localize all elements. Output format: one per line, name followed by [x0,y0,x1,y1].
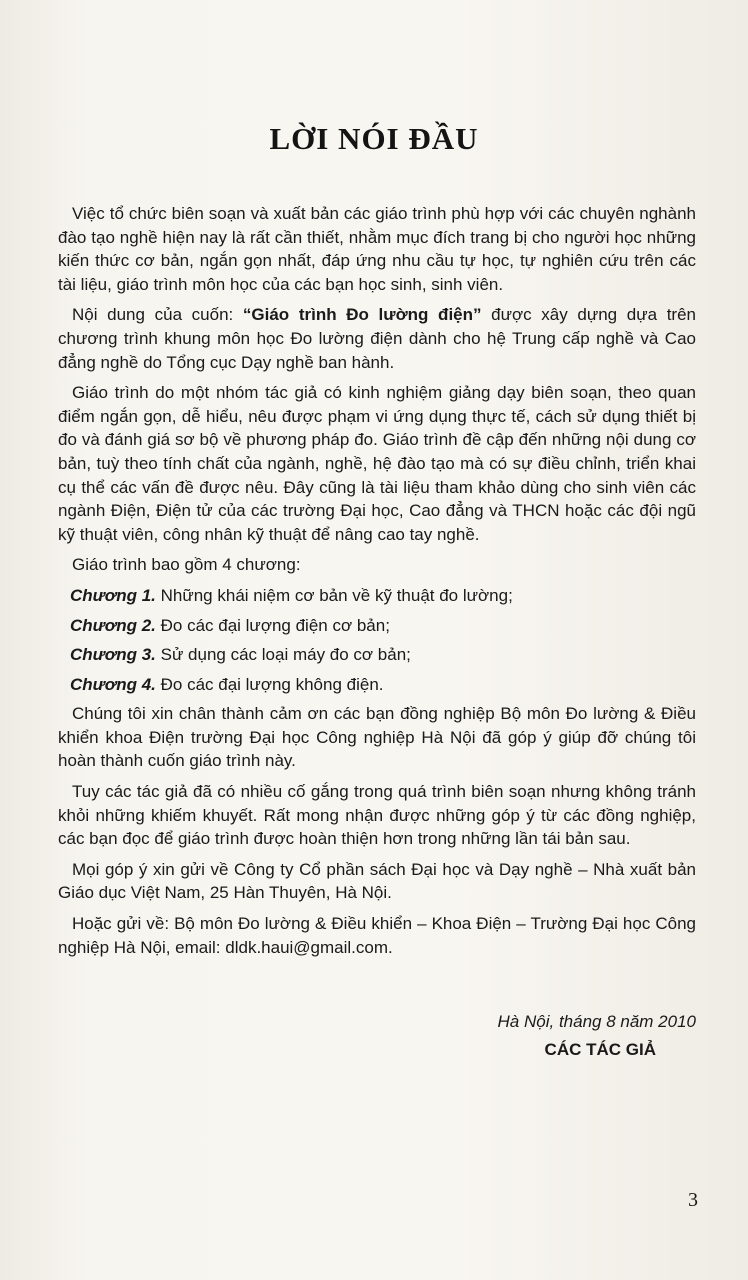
chapter-label: Chương 2. [70,615,156,635]
chapter-item-3 [58,643,696,667]
paragraph-content [58,303,696,374]
chapter-label: Chương 3. [70,645,156,665]
signature-date: Hà Nội, tháng 8 năm 2010 [497,1012,696,1031]
signature-block [498,1012,696,1060]
paragraph-intro: Việc tổ chức biên soạn và xuất bản các giáo trình phù hợp với các chuyên nghành đào tạo nghề hiện nay là rất cần thiết, nhằm mục đích trang bị cho người học những kiến thức cơ bản, ngắn gọn nhất, đáp ứng nhu cầu tự học, tự nghiên cứu trên các tài liệu, giáo trình môn học của các bạn học sinh, sinh viên. [58,204,696,294]
paragraph-thanks: Chúng tôi xin chân thành cảm ơn các bạn đồng nghiệp Bộ môn Đo lường & Điều khiển khoa Điện trường Đại học Công nghiệp Hà Nội đã góp ý giúp đỡ chúng tôi hoàn thành cuốn giáo trình này. [58,704,696,771]
chapter-text: Sử dụng các loại máy đo cơ bản; [155,645,411,665]
paragraph-publisher-address: Mọi góp ý xin gửi về Công ty Cổ phần sách Đại học và Dạy nghề – Nhà xuất bản Giáo dục Việt Nam, 25 Hàn Thuyên, Hà Nội. [58,859,696,903]
paragraph-department-contact: Hoặc gửi về: Bộ môn Đo lường & Điều khiển – Khoa Điện – Trường Đại học Công nghiệp Hà Nội, email: dldk.haui@gmail.com. [58,914,696,957]
chapter-label: Chương 4. [70,674,156,694]
paragraph-authors-approach: Giáo trình do một nhóm tác giả có kinh nghiệm giảng dạy biên soạn, theo quan điểm ngắn gọn, dễ hiểu, nêu được phạm vi ứng dụng thực tế, cách sử dụng thiết bị đo và đánh giá sơ bộ về phương pháp đo. Giáo trình đề cập đến những nội dung cơ bản, tuỳ theo tính chất của ngành, nghề, hệ đào tạo mà có sự điều chỉnh, triển khai cụ thể các vấn đề được nêu. Đây cũng là tài liệu tham khảo dùng cho sinh viên các ngành Điện, Điện tử của các trường Đại học, Cao đẳng và THCN hoặc các đội ngũ kỹ thuật viên, công nhân kỹ thuật để nâng cao tay nghề. [58,383,696,544]
chapter-item-2 [58,614,696,638]
chapter-item-4 [58,673,696,697]
chapter-item-1 [58,584,696,608]
chapter-text: Đo các đại lượng điện cơ bản; [155,615,390,635]
preface-body [58,202,696,966]
page-title: LỜI NÓI ĐẦU [269,120,479,156]
paragraph-chapter-intro: Giáo trình bao gồm 4 chương: [72,555,301,575]
chapter-text: Những khái niệm cơ bản về kỹ thuật đo lường; [155,585,513,605]
paragraph-content-prefix: Nội dung của cuốn: [72,305,243,325]
book-title: “Giáo trình Đo lường điện” [242,305,482,325]
signature-authors: CÁC TÁC GIẢ [544,1040,656,1059]
chapter-text: Đo các đại lượng không điện. [155,674,384,694]
paragraph-content-suffix: được xây dựng dựa trên chương trình khung môn học Đo lường điện dành cho hệ Trung cấp nghề và Cao đẳng nghề do Tổng cục Dạy nghề ban hành. [58,305,696,372]
chapter-label: Chương 1. [70,585,156,605]
paragraph-feedback-request: Tuy các tác giả đã có nhiều cố gắng trong quá trình biên soạn nhưng không tránh khỏi những khiếm khuyết. Rất mong nhận được những góp ý từ các đồng nghiệp, các bạn đọc để giáo trình được hoàn thiện hơn trong những lần tái bản sau. [58,782,696,849]
page-number: 3 [688,1189,698,1211]
